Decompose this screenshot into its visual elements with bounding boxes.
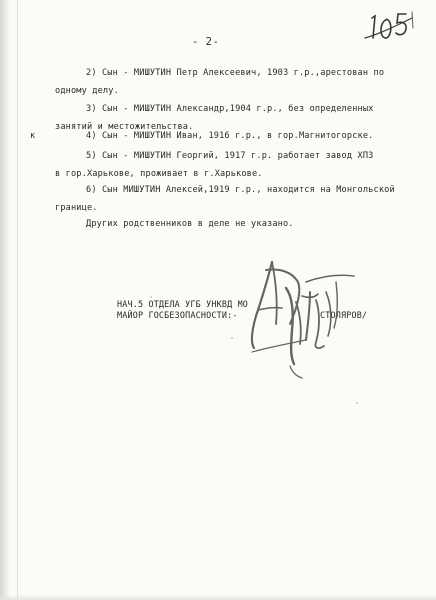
handwritten-signature <box>246 252 361 382</box>
signatory-name: СТОЛЯРОВ/ <box>320 310 368 320</box>
body-line-6: 5) Сын - МИШУТИН Георгий, 1917 г.р. работает завод ХПЗ <box>86 151 374 161</box>
body-line-1: 2) Сын - МИШУТИН Петр Алексеевич, 1903 г.р.,арестован по <box>86 68 385 78</box>
body-line-4: занятий и местожительства. <box>55 122 194 132</box>
signatory-title-line-2: МАЙОР ГОСБЕЗОПАСНОСТИ:- <box>117 310 238 320</box>
scan-left-edge <box>0 0 10 600</box>
scan-fold-line <box>17 0 18 600</box>
body-line-3: 3) Сын - МИШУТИН Александр,1904 г.р., без определенных <box>86 104 374 114</box>
body-line-2: одному делу. <box>55 86 119 96</box>
body-line-9: границе. <box>55 203 98 213</box>
margin-mark: к <box>30 131 36 141</box>
body-line-5: 4) Сын - МИШУТИН Иван, 1916 г.р., в гор.Магнитогорске. <box>86 131 374 141</box>
scan-bottom-edge <box>0 594 436 600</box>
scan-speck <box>356 402 358 404</box>
body-line-7: в гор.Харькове, проживает в г.Харькове. <box>55 169 263 179</box>
body-line-10: Других родственников в деле не указано. <box>86 219 294 229</box>
scan-speck <box>150 296 152 298</box>
scan-speck <box>231 337 233 339</box>
handwritten-folio-number <box>362 8 418 42</box>
page-number: - 2- <box>192 36 220 48</box>
signatory-title-line-1: НАЧ.5 ОТДЕЛА УГБ УНКВД МО <box>117 299 249 309</box>
body-line-8: 6) Сын МИШУТИН Алексей,1919 г.р., находится на Монгольской <box>86 185 395 195</box>
